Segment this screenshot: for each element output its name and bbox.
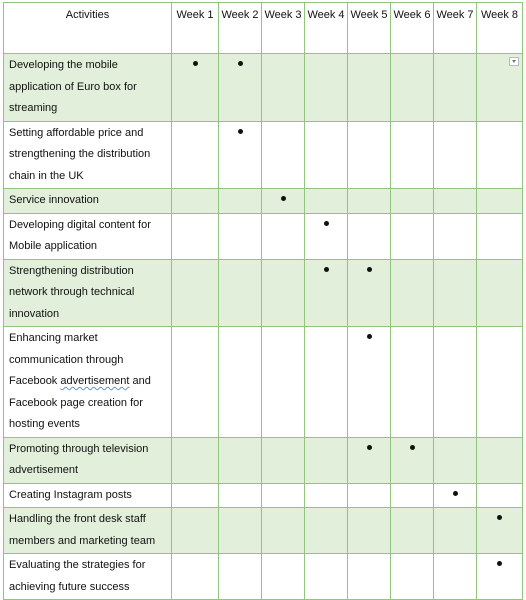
week-cell bbox=[172, 213, 219, 259]
week-cell bbox=[391, 554, 434, 600]
table-row bbox=[4, 437, 523, 483]
week-cell bbox=[477, 54, 523, 122]
activity-cell: Creating Instagram posts bbox=[4, 483, 172, 508]
week-cell bbox=[262, 189, 305, 214]
table-row bbox=[4, 121, 523, 189]
table-row bbox=[4, 327, 523, 438]
week-cell bbox=[477, 189, 523, 214]
week-header: Week 2 bbox=[219, 3, 262, 54]
week-cell bbox=[172, 483, 219, 508]
week-cell bbox=[434, 121, 477, 189]
week-cell bbox=[172, 437, 219, 483]
week-cell bbox=[434, 54, 477, 122]
week-cell bbox=[219, 189, 262, 214]
week-cell bbox=[219, 121, 262, 189]
week-cell bbox=[219, 508, 262, 554]
week-header: Week 8 bbox=[477, 3, 523, 54]
scheduled-dot-icon bbox=[238, 61, 243, 66]
week-header: Week 5 bbox=[348, 3, 391, 54]
week-header: Week 7 bbox=[434, 3, 477, 54]
activities-header: Activities bbox=[4, 3, 172, 54]
week-cell bbox=[434, 327, 477, 438]
week-cell bbox=[262, 54, 305, 122]
week-cell bbox=[348, 121, 391, 189]
week-cell bbox=[305, 483, 348, 508]
week-cell bbox=[477, 327, 523, 438]
week-cell bbox=[391, 54, 434, 122]
week-cell bbox=[262, 483, 305, 508]
scheduled-dot-icon bbox=[497, 515, 502, 520]
table-row bbox=[4, 508, 523, 554]
week-cell bbox=[434, 554, 477, 600]
week-cell bbox=[477, 213, 523, 259]
week-cell bbox=[262, 327, 305, 438]
table-row bbox=[4, 259, 523, 327]
week-cell bbox=[391, 189, 434, 214]
scheduled-dot-icon bbox=[453, 491, 458, 496]
activity-cell: Evaluating the strategies for achieving future success bbox=[4, 554, 172, 600]
week-cell bbox=[477, 483, 523, 508]
week-cell bbox=[434, 508, 477, 554]
week-cell bbox=[348, 213, 391, 259]
week-cell bbox=[172, 189, 219, 214]
week-cell bbox=[219, 327, 262, 438]
scheduled-dot-icon bbox=[367, 334, 372, 339]
scheduled-dot-icon bbox=[324, 221, 329, 226]
week-header: Week 3 bbox=[262, 3, 305, 54]
scheduled-dot-icon bbox=[410, 445, 415, 450]
week-cell bbox=[305, 508, 348, 554]
week-cell bbox=[305, 54, 348, 122]
week-cell bbox=[262, 259, 305, 327]
week-cell bbox=[219, 554, 262, 600]
week-cell bbox=[434, 213, 477, 259]
activity-cell: Handling the front desk staff members and marketing team bbox=[4, 508, 172, 554]
week-cell bbox=[219, 213, 262, 259]
week-cell bbox=[391, 483, 434, 508]
week-cell bbox=[172, 121, 219, 189]
week-header: Week 4 bbox=[305, 3, 348, 54]
scheduled-dot-icon bbox=[238, 129, 243, 134]
week-cell bbox=[172, 259, 219, 327]
activity-schedule-table bbox=[3, 2, 523, 600]
week-cell bbox=[348, 54, 391, 122]
week-cell bbox=[219, 483, 262, 508]
scheduled-dot-icon bbox=[367, 267, 372, 272]
week-cell bbox=[391, 259, 434, 327]
activity-cell: Setting affordable price and strengthening the distribution chain in the UK bbox=[4, 121, 172, 189]
week-cell bbox=[219, 54, 262, 122]
week-cell bbox=[262, 213, 305, 259]
week-cell bbox=[172, 54, 219, 122]
week-cell bbox=[305, 189, 348, 214]
table-row bbox=[4, 54, 523, 122]
week-cell bbox=[305, 213, 348, 259]
week-cell bbox=[348, 189, 391, 214]
week-cell bbox=[172, 554, 219, 600]
activity-cell: Promoting through television advertisement bbox=[4, 437, 172, 483]
week-cell bbox=[172, 327, 219, 438]
week-cell bbox=[305, 327, 348, 438]
week-cell bbox=[391, 121, 434, 189]
activity-cell: Strengthening distribution network through technical innovation bbox=[4, 259, 172, 327]
week-cell bbox=[348, 259, 391, 327]
week-cell bbox=[434, 437, 477, 483]
activity-cell: Enhancing market communication through Facebook advertisement and Facebook page creation for hosting events bbox=[4, 327, 172, 438]
week-cell bbox=[477, 121, 523, 189]
week-cell bbox=[477, 259, 523, 327]
week-cell bbox=[219, 437, 262, 483]
activity-cell: Service innovation bbox=[4, 189, 172, 214]
week-cell bbox=[434, 483, 477, 508]
week-cell bbox=[172, 508, 219, 554]
scheduled-dot-icon bbox=[367, 445, 372, 450]
week-cell bbox=[434, 259, 477, 327]
week-header: Week 1 bbox=[172, 3, 219, 54]
week-cell bbox=[477, 437, 523, 483]
week-cell bbox=[348, 437, 391, 483]
table-row bbox=[4, 483, 523, 508]
table-body bbox=[4, 54, 523, 600]
week-cell bbox=[305, 437, 348, 483]
week-cell bbox=[391, 437, 434, 483]
week-cell bbox=[348, 554, 391, 600]
scheduled-dot-icon bbox=[281, 196, 286, 201]
activity-cell: Developing the mobile application of Euro box for streaming bbox=[4, 54, 172, 122]
week-cell bbox=[348, 483, 391, 508]
week-cell bbox=[391, 327, 434, 438]
week-cell bbox=[262, 437, 305, 483]
table-row bbox=[4, 189, 523, 214]
week-cell bbox=[219, 259, 262, 327]
week-cell bbox=[348, 327, 391, 438]
week-cell bbox=[262, 508, 305, 554]
table-row bbox=[4, 213, 523, 259]
activity-cell: Developing digital content for Mobile application bbox=[4, 213, 172, 259]
gantt-table-wrapper bbox=[3, 2, 523, 600]
header-row bbox=[4, 3, 523, 54]
week-cell bbox=[391, 213, 434, 259]
week-cell bbox=[477, 554, 523, 600]
scheduled-dot-icon bbox=[193, 61, 198, 66]
table-row bbox=[4, 554, 523, 600]
week-cell bbox=[391, 508, 434, 554]
week-cell bbox=[477, 508, 523, 554]
week-cell bbox=[348, 508, 391, 554]
week-cell bbox=[262, 554, 305, 600]
week-cell bbox=[262, 121, 305, 189]
week-header: Week 6 bbox=[391, 3, 434, 54]
week-cell bbox=[305, 554, 348, 600]
week-cell bbox=[305, 121, 348, 189]
scheduled-dot-icon bbox=[324, 267, 329, 272]
week-cell bbox=[434, 189, 477, 214]
dropdown-arrow-icon[interactable] bbox=[509, 57, 519, 66]
scheduled-dot-icon bbox=[497, 561, 502, 566]
week-cell bbox=[305, 259, 348, 327]
